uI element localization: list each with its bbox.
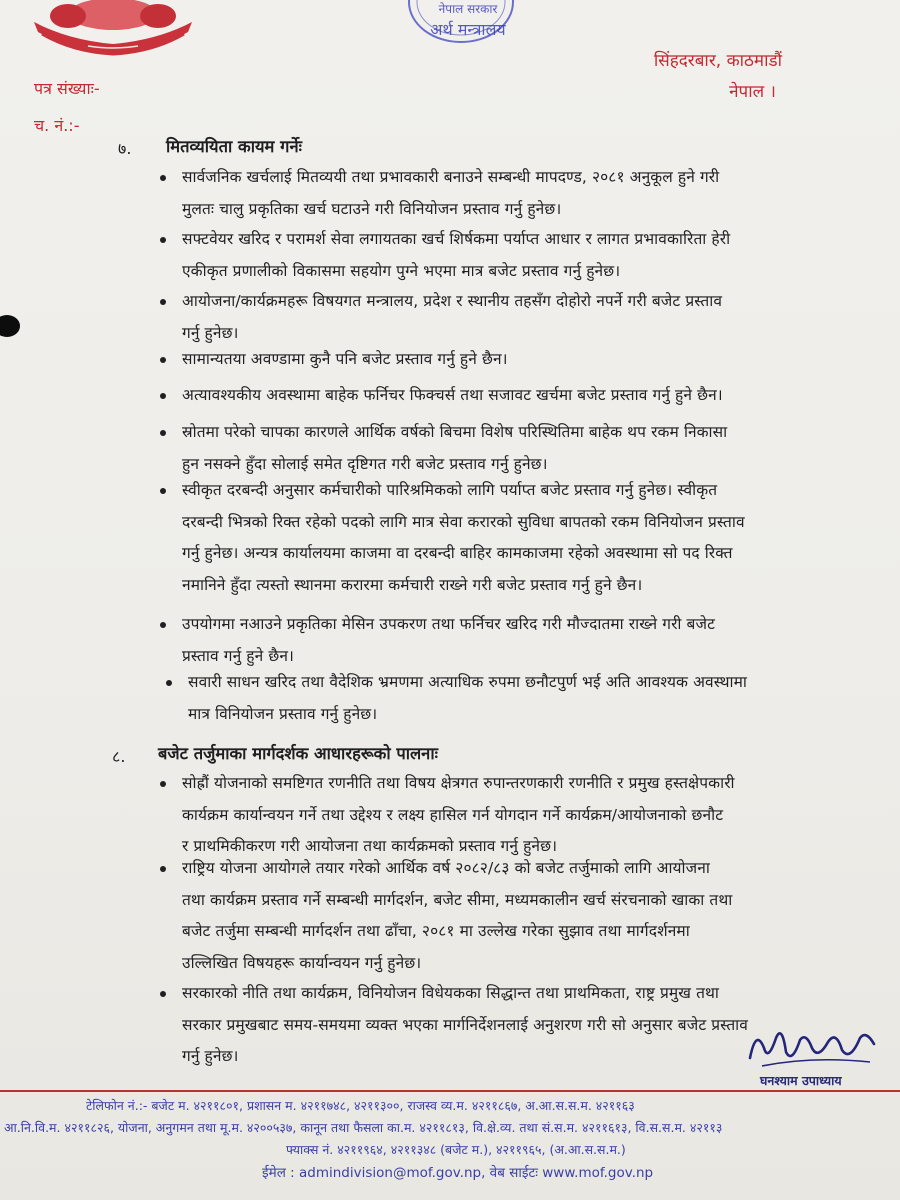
bullet-icon	[160, 299, 166, 305]
bullet-text-line: स्वीकृत दरबन्दी अनुसार कर्मचारीको पारिश्रमिकको लागि पर्याप्त बजेट प्रस्ताव गर्नु हुनेछ। स्वीकृत	[182, 481, 718, 499]
bullet-icon	[160, 430, 166, 436]
section-heading: बजेट तर्जुमाका मार्गदर्शक आधारहरूको पालनाः	[158, 744, 438, 763]
bullet-icon	[160, 622, 166, 628]
bullet-text-line: उल्लिखित विषयहरू कार्यान्वयन गर्नु हुनेछ।	[182, 953, 422, 972]
signature-icon	[742, 1018, 882, 1078]
bullet-text-line: सामान्यतया अवण्डामा कुनै पनि बजेट प्रस्ताव गर्नु हुने छैन।	[182, 350, 508, 368]
cha-nam-label: च. नं.:-	[34, 116, 80, 135]
bullet-text-line: सार्वजनिक खर्चलाई मितव्ययी तथा प्रभावकारी बनाउने सम्बन्धी मापदण्ड, २०८१ अनुकूल हुने गरी	[182, 168, 720, 186]
bullet-icon	[160, 866, 166, 872]
bullet-icon	[166, 680, 172, 686]
bullet-text-line: राष्ट्रिय योजना आयोगले तयार गरेको आर्थिक वर्ष २०८२/८३ को बजेट तर्जुमाको लागि आयोजना	[182, 859, 710, 877]
bullet-icon	[160, 393, 166, 399]
bullet-icon	[160, 488, 166, 494]
section-number: ८.	[112, 747, 126, 766]
bullet-text-line: कार्यक्रम कार्यान्वयन गर्ने तथा उद्देश्य र लक्ष्य हासिल गर्न योगदान गर्ने कार्यक्रम/आयोजनाको छनौट	[182, 805, 724, 824]
bullet-icon	[160, 357, 166, 363]
footer-line4: ईमेल : admindivision@mof.gov.np, वेब साईटः www.mof.gov.np	[262, 1165, 654, 1181]
bullet-icon	[160, 991, 166, 997]
punch-hole	[0, 315, 20, 337]
bullet-text-line: र प्राथमिकीकरण गरी आयोजना तथा कार्यक्रमको प्रस्ताव गर्नु हुनेछ।	[182, 837, 558, 855]
section-number: ७.	[118, 139, 132, 158]
footer-divider	[0, 1090, 900, 1092]
bullet-text-line: हुन नसक्ने हुँदा सोलाई समेत दृष्टिगत गरी बजेट प्रस्ताव गर्नु हुनेछ।	[182, 454, 548, 473]
footer-line1: टेलिफोन नं.:- बजेट म. ४२११८०१, प्रशासन म. ४२११७४८, ४२११३००, राजस्व व्य.म. ४२११८६७, अ.आ.स.स.म. ४२११६३	[86, 1098, 635, 1113]
signatory-name: घनश्याम उपाध्याय	[760, 1073, 842, 1088]
bullet-text-line: गर्नु हुनेछ। अन्यत्र कार्यालयमा काजमा वा दरबन्दी बाहिर कामकाजमा रहेको अवस्थामा सो पद रिक्त	[182, 544, 733, 562]
bullet-text-line: सवारी साधन खरिद तथा वैदेशिक भ्रमणमा अत्याधिक रुपमा छनौटपुर्ण भई अति आवश्यक अवस्थामा	[188, 673, 747, 691]
bullet-text-line: एकीकृत प्रणालीको विकासमा सहयोग पुग्ने भएमा मात्र बजेट प्रस्ताव गर्नु हुनेछ।	[182, 261, 621, 280]
patra-sankhya-label: पत्र संख्याः-	[34, 79, 100, 98]
government-emblem-icon	[28, 0, 198, 62]
bullet-text-line: स्रोतमा परेको चापका कारणले आर्थिक वर्षको बिचमा विशेष परिस्थितिमा बाहेक थप रकम निकासा	[182, 423, 728, 441]
bullet-text-line: उपयोगमा नआउने प्रकृतिका मेसिन उपकरण तथा फर्निचर खरिद गरी मौज्दातमा राख्ने गरी बजेट	[182, 615, 716, 633]
bullet-text-line: सफ्टवेयर खरिद र परामर्श सेवा लगायतका खर्च शिर्षकमा पर्याप्त आधार र लागत प्रभावकारिता हेरी	[182, 230, 731, 248]
bullet-text-line: नमानिने हुँदा त्यस्तो स्थानमा करारमा कर्मचारी राख्ने गरी बजेट प्रस्ताव गर्नु हुने छैन।	[182, 575, 643, 594]
bullet-text-line: गर्नु हुनेछ।	[182, 323, 239, 342]
bullet-text-line: आयोजना/कार्यक्रमहरू विषयगत मन्त्रालय, प्रदेश र स्थानीय तहसँग दोहोरो नपर्ने गरी बजेट प्रस्ताव	[182, 292, 723, 310]
bullet-text-line: प्रस्ताव गर्नु हुने छैन।	[182, 646, 295, 665]
bullet-text-line: सरकारको नीति तथा कार्यक्रम, विनियोजन विधेयकका सिद्धान्त तथा प्राथमिकता, राष्ट्र प्रमुख तथा	[182, 984, 720, 1002]
bullet-text-line: दरबन्दी भित्रको रिक्त रहेको पदको लागि मात्र सेवा करारको सुविधा बापतको रकम विनियोजन प्रस्ताव	[182, 512, 745, 531]
bullet-icon	[160, 781, 166, 787]
bullet-text-line: सोह्रौं योजनाको समष्टिगत रणनीति तथा विषय क्षेत्रगत रुपान्तरणकारी रणनीति र प्रमुख हस्तक्षेपकारी	[182, 774, 735, 792]
bullet-text-line: गर्नु हुनेछ।	[182, 1047, 239, 1065]
address-line1: सिंहदरबार, काठमाडौं	[653, 51, 782, 71]
footer-line3: फ्याक्स नं. ४२११९६४, ४२११३४८ (बजेट म.), ४२११९६५, (अ.आ.स.स.म.)	[286, 1142, 626, 1157]
address-block	[654, 46, 782, 108]
seal-line2: अर्थ मन्त्रालय	[430, 20, 506, 39]
bullet-icon	[160, 237, 166, 243]
bullet-icon	[160, 175, 166, 181]
address-line2: नेपाल ।	[729, 82, 776, 102]
seal-line1: नेपाल सरकार	[438, 2, 498, 16]
bullet-text-line: तथा कार्यक्रम प्रस्ताव गर्ने सम्बन्धी मार्गदर्शन, बजेट सीमा, मध्यमकालीन खर्च संरचनाको खाका तथा	[182, 890, 733, 909]
bullet-text-line: बजेट तर्जुमा सम्बन्धी मार्गदर्शन तथा ढाँचा, २०८१ मा उल्लेख गरेका सुझाव तथा मार्गदर्शनमा	[182, 922, 690, 940]
bullet-text-line: अत्यावश्यकीय अवस्थामा बाहेक फर्निचर फिक्चर्स तथा सजावट खर्चमा बजेट प्रस्ताव गर्नु हुने छैन।	[182, 386, 723, 404]
section-heading: मितव्ययिता कायम गर्नेः	[166, 137, 302, 156]
bullet-text-line: मुलतः चालु प्रकृतिका खर्च घटाउने गरी विनियोजन प्रस्ताव गर्नु हुनेछ।	[182, 199, 562, 218]
footer-line2: आ.नि.वि.म. ४२११८२६, योजना, अनुगमन तथा मू.म. ४२००५३७, कानून तथा फैसला का.म. ४२११८१३, वि.क्षे.व्य. तथा सं.स.म. ४२११६१३, वि.स.स.म. ४२११३	[4, 1120, 723, 1135]
seal-text	[418, 0, 518, 40]
bullet-text-line: सरकार प्रमुखबाट समय-समयमा व्यक्त भएका मार्गनिर्देशनलाई अनुशरण गरी सो अनुसार बजेट प्रस्ताव	[182, 1015, 748, 1034]
bullet-text-line: मात्र विनियोजन प्रस्ताव गर्नु हुनेछ।	[188, 704, 378, 723]
